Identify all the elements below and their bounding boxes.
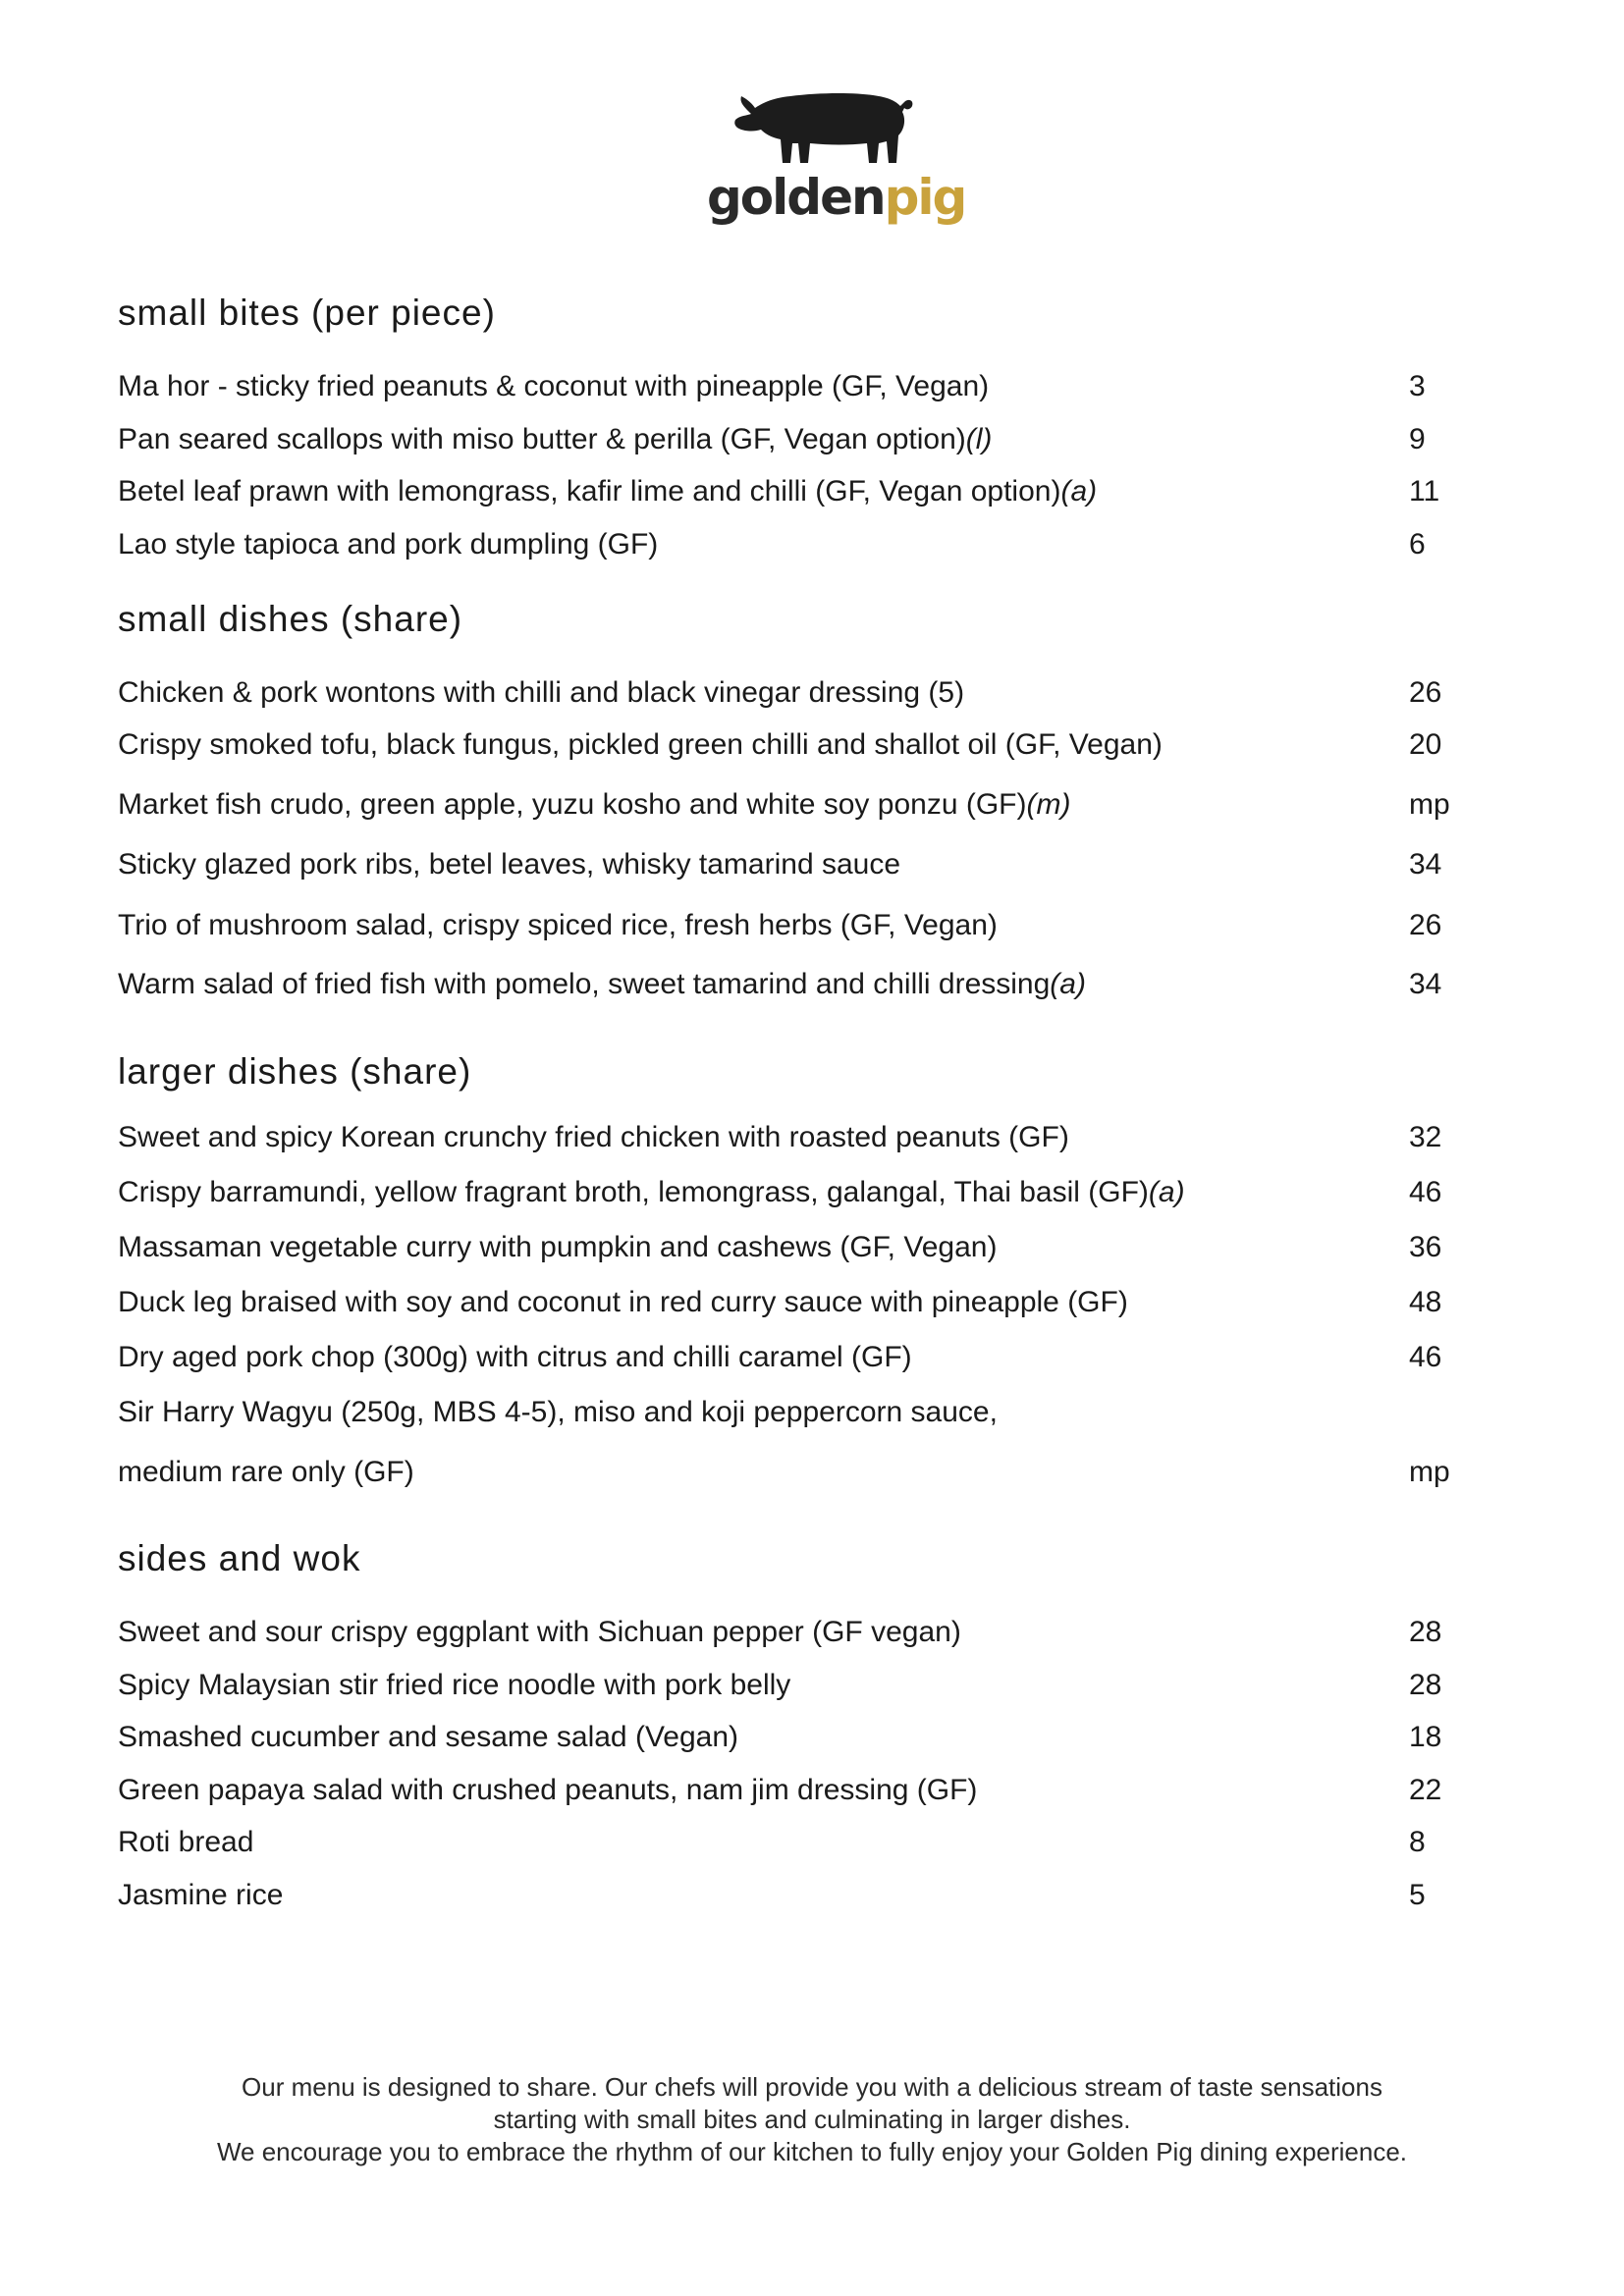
menu-item	[118, 785, 1492, 825]
menu-item	[118, 420, 1492, 459]
item-price: 32	[1409, 1121, 1442, 1153]
item-name: Crispy barramundi, yellow fragrant broth, lemongrass, galangal, Thai basil (GF)(a)	[118, 1176, 1185, 1208]
menu-item	[118, 1283, 1492, 1322]
menu-item	[118, 1173, 1492, 1212]
item-name: Duck leg braised with soy and coconut in red curry sauce with pineapple (GF)	[118, 1286, 1128, 1318]
item-name: Smashed cucumber and sesame salad (Vegan)	[118, 1721, 739, 1753]
item-name: Market fish crudo, green apple, yuzu kosho and white soy ponzu (GF)(m)	[118, 788, 1071, 821]
item-price: mp	[1409, 1456, 1450, 1488]
item-name: Sweet and sour crispy eggplant with Sichuan pepper (GF vegan)	[118, 1616, 961, 1648]
menu-item	[118, 1118, 1492, 1157]
item-name: Crispy smoked tofu, black fungus, pickled green chilli and shallot oil (GF, Vegan)	[118, 728, 1163, 761]
item-name: Sticky glazed pork ribs, betel leaves, whisky tamarind sauce	[118, 848, 901, 881]
menu-item	[118, 1823, 1492, 1862]
item-price: 26	[1409, 909, 1442, 941]
menu-item	[118, 1718, 1492, 1757]
item-price: 26	[1409, 676, 1442, 709]
item-price: 34	[1409, 848, 1442, 881]
item-price: 48	[1409, 1286, 1442, 1318]
menu-item	[118, 965, 1492, 1004]
menu-item	[118, 1453, 1492, 1492]
item-name: Trio of mushroom salad, crispy spiced rice, fresh herbs (GF, Vegan)	[118, 909, 998, 941]
menu-item	[118, 1338, 1492, 1377]
menu-item	[118, 1666, 1492, 1705]
menu-item	[118, 673, 1492, 713]
item-price: 18	[1409, 1721, 1442, 1753]
menu-item	[118, 1393, 1492, 1432]
item-price: 11	[1409, 475, 1440, 507]
footer-line-3: We encourage you to embrace the rhythm of our kitchen to fully enjoy your Golden Pig dining experience.	[216, 2137, 1408, 2166]
item-name: medium rare only (GF)	[118, 1456, 414, 1488]
section-title-larger-dishes: larger dishes (share)	[118, 1051, 472, 1092]
menu-item	[118, 472, 1492, 511]
item-price: 20	[1409, 728, 1442, 761]
item-name: Massaman vegetable curry with pumpkin and cashews (GF, Vegan)	[118, 1231, 998, 1263]
item-price: mp	[1409, 788, 1450, 821]
pig-silhouette-icon	[731, 84, 918, 171]
footer-line-2: starting with small bites and culminating in larger dishes.	[493, 2105, 1131, 2134]
menu-item	[118, 845, 1492, 884]
section-title-small-dishes: small dishes (share)	[118, 599, 463, 639]
item-name: Betel leaf prawn with lemongrass, kafir lime and chilli (GF, Vegan option)(a)	[118, 475, 1098, 507]
item-name: Lao style tapioca and pork dumpling (GF)	[118, 528, 659, 561]
section-title-small-bites: small bites (per piece)	[118, 293, 496, 333]
footer-line-1: Our menu is designed to share. Our chefs will provide you with a delicious stream of taste sensations	[242, 2072, 1382, 2102]
footer-note	[0, 2071, 1624, 2168]
item-price: 5	[1409, 1879, 1426, 1911]
item-name: Sir Harry Wagyu (250g, MBS 4-5), miso and koji peppercorn sauce,	[118, 1396, 998, 1428]
menu-item	[118, 1228, 1492, 1267]
item-name: Dry aged pork chop (300g) with citrus and chilli caramel (GF)	[118, 1341, 912, 1373]
item-name: Pan seared scallops with miso butter & perilla (GF, Vegan option)(l)	[118, 423, 993, 455]
menu-item	[118, 525, 1492, 564]
item-name: Sweet and spicy Korean crunchy fried chicken with roasted peanuts (GF)	[118, 1121, 1069, 1153]
item-name: Green papaya salad with crushed peanuts, nam jim dressing (GF)	[118, 1774, 978, 1806]
item-price: 28	[1409, 1616, 1442, 1648]
item-price: 8	[1409, 1826, 1426, 1858]
item-price: 22	[1409, 1774, 1442, 1806]
item-name: Jasmine rice	[118, 1879, 284, 1911]
item-name: Roti bread	[118, 1826, 254, 1858]
item-price: 28	[1409, 1669, 1442, 1701]
section-title-sides-and-wok: sides and wok	[118, 1538, 361, 1578]
item-price: 46	[1409, 1176, 1442, 1208]
brand-logo	[707, 84, 966, 232]
item-price: 46	[1409, 1341, 1442, 1373]
brand-name-golden: golden	[707, 169, 885, 226]
menu-item	[118, 725, 1492, 765]
item-name: Warm salad of fried fish with pomelo, sweet tamarind and chilli dressing(a)	[118, 968, 1086, 1000]
menu-item	[118, 906, 1492, 945]
item-price: 3	[1409, 370, 1426, 402]
item-name: Chicken & pork wontons with chilli and black vinegar dressing (5)	[118, 676, 965, 709]
menu-item	[118, 1771, 1492, 1810]
menu-item	[118, 1876, 1492, 1915]
item-name: Ma hor - sticky fried peanuts & coconut with pineapple (GF, Vegan)	[118, 370, 990, 402]
menu-item	[118, 367, 1492, 406]
item-price: 36	[1409, 1231, 1442, 1263]
item-name: Spicy Malaysian stir fried rice noodle with pork belly	[118, 1669, 791, 1701]
brand-name-pig: pig	[884, 169, 966, 226]
item-price: 9	[1409, 423, 1426, 455]
item-price: 6	[1409, 528, 1426, 561]
menu-item	[118, 1613, 1492, 1652]
item-price: 34	[1409, 968, 1442, 1000]
